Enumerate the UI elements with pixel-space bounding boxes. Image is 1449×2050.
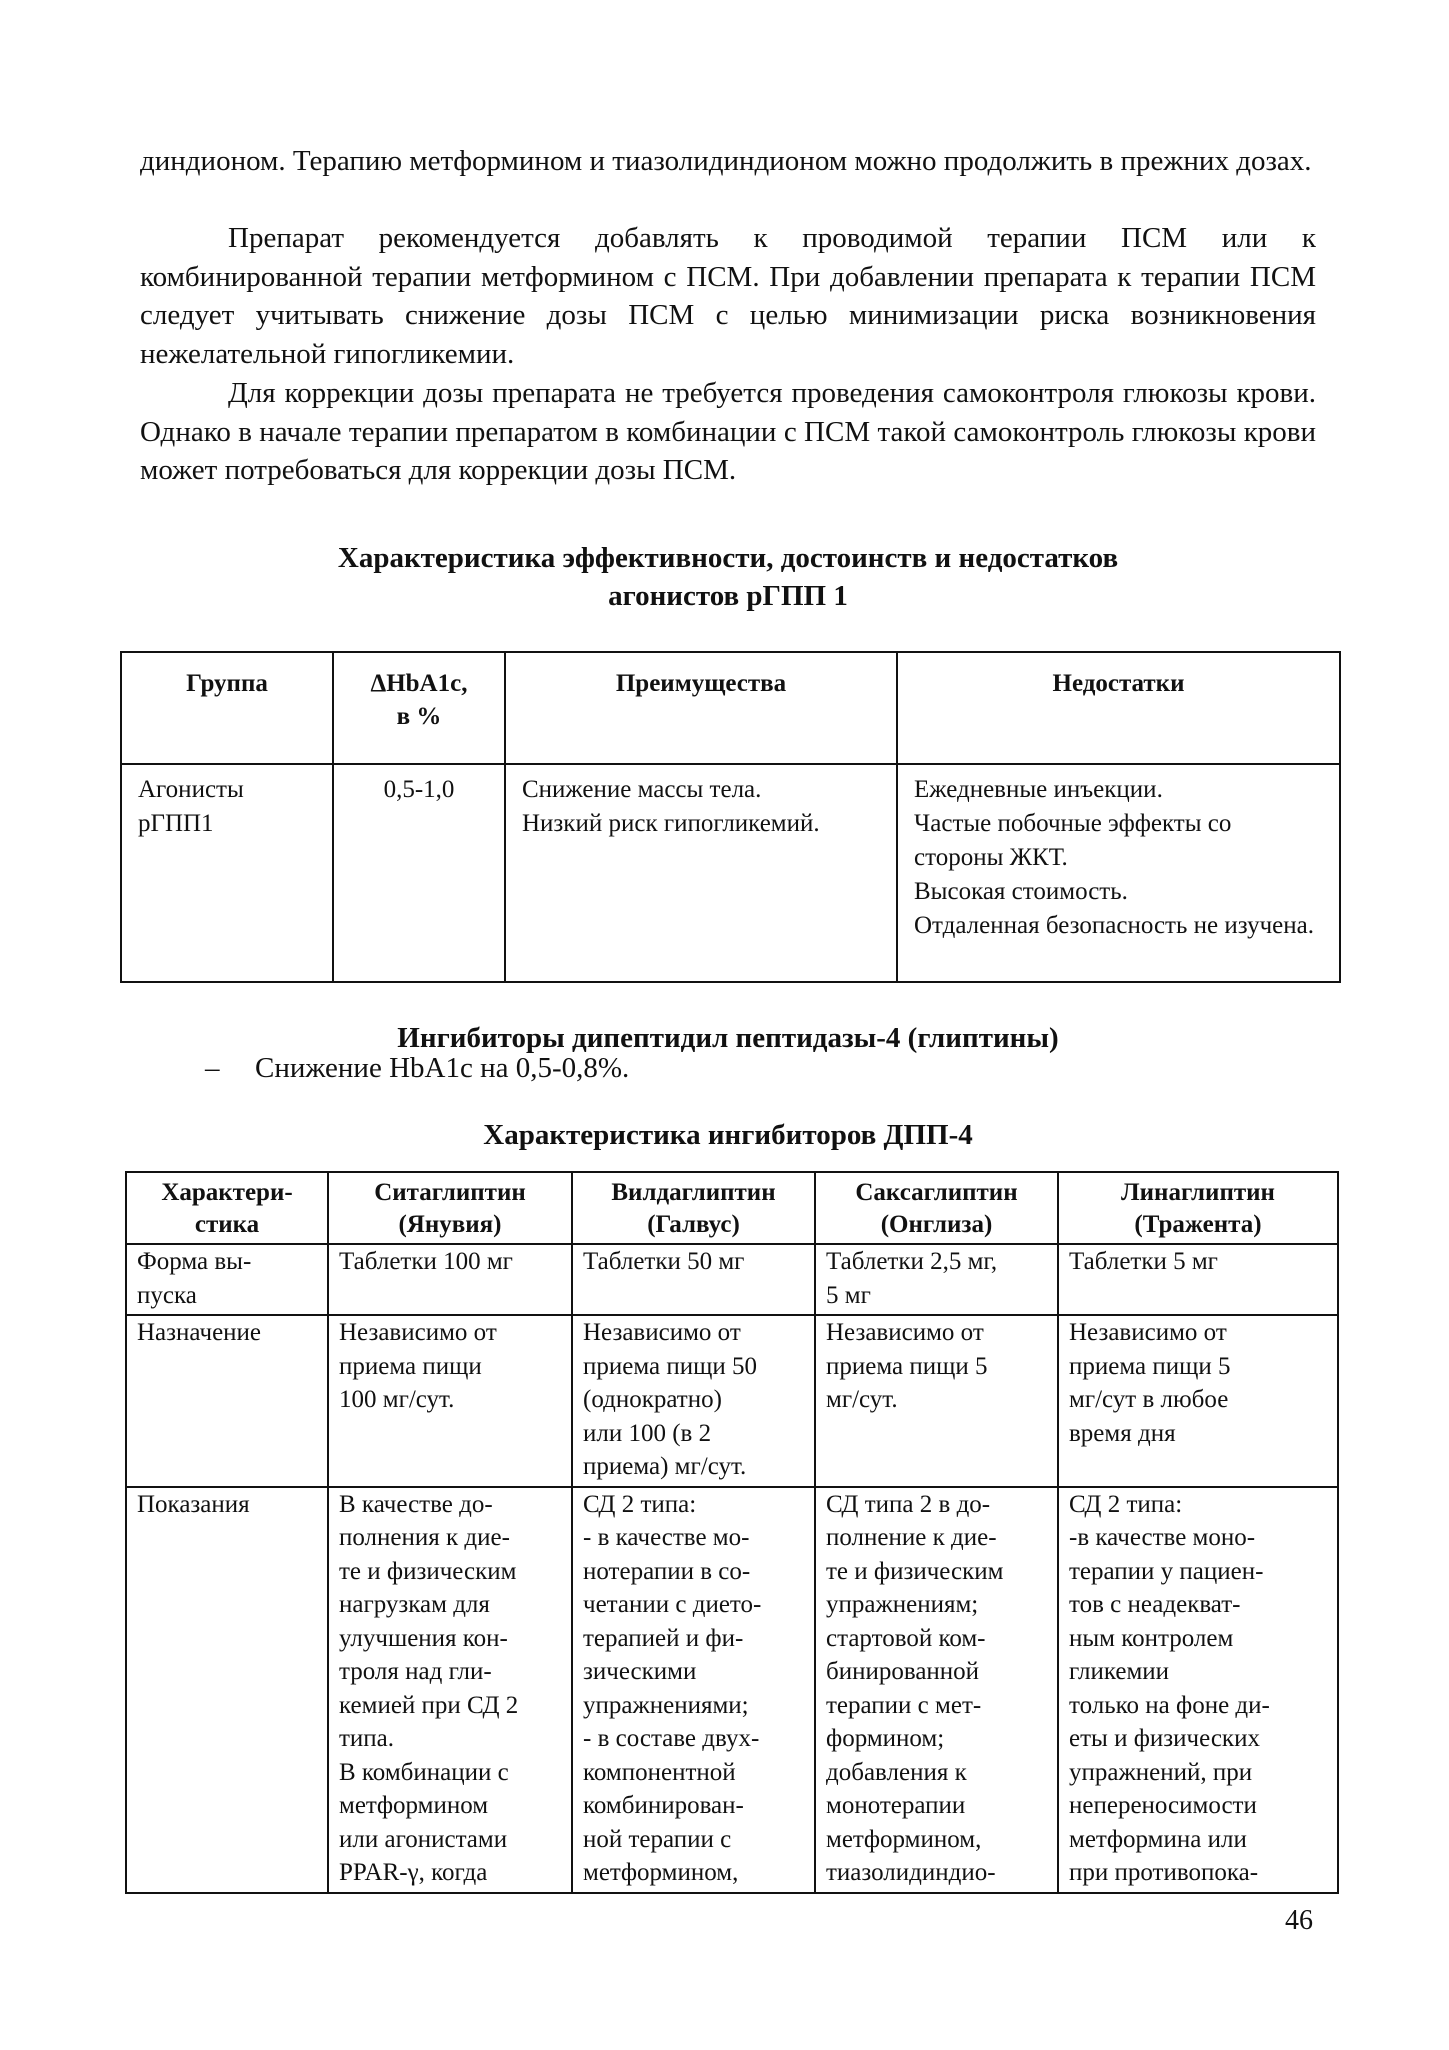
table1-heading-line2: агонистов рГПП 1 (608, 580, 848, 612)
table2-cell: В качестве до- полнения к дие- те и физическим нагрузкам для улучшения кон- троля над гли- кемией при СД 2 типа. В комбинации с метформином или агонистами PPAR-γ, когда (328, 1487, 572, 1893)
table2-header-linagliptin: Линаглиптин (Тражента) (1058, 1172, 1338, 1244)
table2-cell: Таблетки 2,5 мг, 5 мг (815, 1244, 1058, 1315)
bullet-dash: – (205, 1052, 220, 1084)
table1-header-advantages: Преимущества (505, 652, 897, 764)
bullet-text: Снижение HbA1c на 0,5-0,8%. (255, 1052, 630, 1084)
paragraph-1: диндионом. Терапию метформином и тиазолидиндионом можно продолжить в прежних дозах. (140, 145, 1312, 177)
table1-header-disadvantages: Недостатки (897, 652, 1340, 764)
table2-heading: Характеристика ингибиторов ДПП-4 (483, 1119, 973, 1151)
bullet-item (205, 1049, 629, 1087)
glp1-agonists-table (120, 651, 1341, 983)
table2-cell: Независимо от приема пищи 50 (однократно) или 100 (в 2 приема) мг/сут. (572, 1315, 815, 1487)
table2-header-sitagliptin: Ситаглиптин (Янувия) (328, 1172, 572, 1244)
page-number: 46 (1285, 1905, 1313, 1936)
table2-row-label: Форма вы- пуска (126, 1244, 328, 1315)
table1-header-group: Группа (121, 652, 333, 764)
table2-cell: Независимо от приема пищи 5 мг/сут. (815, 1315, 1058, 1487)
paragraph-2: Препарат рекомендуется добавлять к проводимой терапии ПСМ или к комбинированной терапии метформином с ПСМ. При добавлении препарата к терапии ПСМ следует учитывать снижение дозы ПСМ с целью минимизации риска возникновения нежелательной гипогликемии. (140, 222, 1316, 370)
table2-cell: СД 2 типа: -в качестве моно- терапии у пациен- тов с неадекват- ным контролем гликемии только на фоне ди- еты и физических упражнений, при непереносимости метформина или при противопока- (1058, 1487, 1338, 1893)
table2-cell: Таблетки 50 мг (572, 1244, 815, 1315)
table2-cell: Таблетки 100 мг (328, 1244, 572, 1315)
table1-header-row (121, 652, 1340, 764)
table2-header-saxagliptin: Саксаглиптин (Онглиза) (815, 1172, 1058, 1244)
table2-header-vildagliptin: Вилдаглиптин (Галвус) (572, 1172, 815, 1244)
table2-cell: Независимо от приема пищи 100 мг/сут. (328, 1315, 572, 1487)
table2-cell: Независимо от приема пищи 5 мг/сут в любое время дня (1058, 1315, 1338, 1487)
table2-cell: Таблетки 5 мг (1058, 1244, 1338, 1315)
table2-cell: СД типа 2 в до- полнение к дие- те и физическим упражнениям; стартовой ком- бинированной терапии с мет- формином; добавления к монотерапии метформином, тиазолидиндио- (815, 1487, 1058, 1893)
table2-cell: СД 2 типа: - в качестве мо- нотерапии в со- четании с дието- терапией и фи- зическими упражнениями; - в составе двух- компонентной комбинирован- ной терапии с метформином, (572, 1487, 815, 1893)
table2-header-row (126, 1172, 1338, 1244)
table1-cell-group: Агонисты рГПП1 (121, 764, 333, 982)
table1-header-hba1c: ΔHbA1c, в % (333, 652, 505, 764)
table-row (121, 764, 1340, 982)
table1-heading-line1: Характеристика эффективности, достоинств и недостатков (337, 542, 1119, 574)
table-row (126, 1487, 1338, 1893)
table-row (126, 1244, 1338, 1315)
table1-cell-hba1c: 0,5-1,0 (333, 764, 505, 982)
dpp4-inhibitors-table (125, 1171, 1339, 1894)
table2-row-label: Назначение (126, 1315, 328, 1487)
paragraph-3: Для коррекции дозы препарата не требуется проведения самоконтроля глюкозы крови. Однако в начале терапии препаратом в комбинации с ПСМ такой самоконтроль глюкозы крови может потребоваться для коррекции дозы ПСМ. (140, 377, 1316, 486)
table1-cell-advantages: Снижение массы тела. Низкий риск гипогликемий. (505, 764, 897, 982)
table2-row-label: Показания (126, 1487, 328, 1893)
gliptins-heading: Ингибиторы дипептидил пептидазы-4 (глиптины) (397, 1022, 1059, 1054)
table1-cell-disadvantages: Ежедневные инъекции. Частые побочные эффекты со стороны ЖКТ. Высокая стоимость. Отдаленная безопасность не изучена. (897, 764, 1340, 982)
table-row (126, 1315, 1338, 1487)
table2-header-characteristic: Характери- стика (126, 1172, 328, 1244)
table1-heading (140, 539, 1316, 615)
